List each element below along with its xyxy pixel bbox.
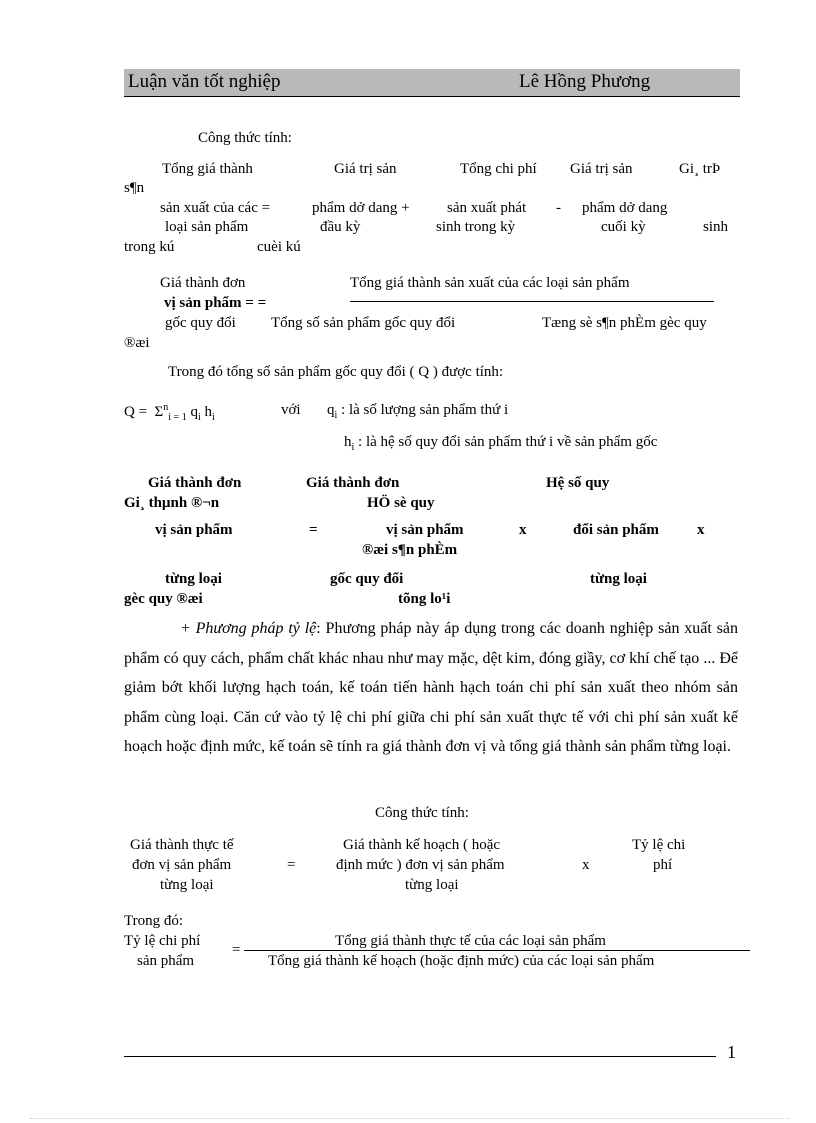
formula5-text: Giá thành thực tế [130,837,234,853]
formula5-text: từng loại [160,877,214,893]
page-bottom-border [30,1118,790,1119]
formula6-text: Tỷ lệ chi phí [124,933,201,949]
formula4-text: HÖ sè quy [367,495,435,511]
formula6-fraction-line [244,950,750,951]
formula1-text: sản xuất phát [447,200,527,216]
formula1-text: phẩm dở dang [582,200,668,216]
formula5-text: đơn vị sản phẩm [132,857,232,873]
formula2-text: vị sản phẩm = = [164,295,267,311]
formula4-text: gèc quy ®æi [124,591,203,607]
formula2-text: gốc quy đổi [165,315,236,331]
formula3-expression: $Q = \Sigma^n_{i = 1}$ $q_i$ $h_i$ [124,402,215,423]
footer-rule [124,1056,716,1057]
formula1-text: loại sản phẩm [165,219,249,235]
formula4-text: vị sản phẩm [386,522,464,538]
formula3-intro: Trong đó tổng số sản phẩm gốc quy đổi ( Q ) được tính: [168,364,504,380]
formula2-text: Tæng sè s¶n phÈm gèc quy [542,315,707,331]
formula1-text: Giá trị sản [334,161,397,177]
page-number: 1 [727,1042,736,1062]
formula4-text: x [519,522,527,538]
formula6-numerator: Tổng giá thành thực tế của các loại sản phẩm [335,933,606,949]
formula5-equals: = [287,857,296,873]
header-author: Lê Hồng Phương [519,71,651,92]
formula6-intro: Trong đó: [124,913,184,929]
formula4-text: = [309,522,318,538]
formula2-text: ®æi [124,335,150,351]
formula4-text: từng loại [165,571,222,587]
formula5-text: từng loại [405,877,459,893]
ratio-method-text: : Phương pháp này áp dụng trong các doanh nghiệp sản xuất sản phẩm có quy cách, phẩm chất khác nhau như may mặc, dệt kim, đóng giầy, cơ khí chế tạo ... Để giảm bớt khối lượng hạch toán, kế toán tiến hành hạch toán chi phí sản xuất theo nhóm sản phẩm cùng loại. Căn cứ vào tỷ lệ chi phí giữa chi phí sản xuất thực tế với chi phí sản xuất kế hoạch hoặc định mức, kế toán sẽ tính ra giá thành đơn vị và tổng giá thành sản phẩm từng loại. [124,620,738,756]
formula3-q-definition: $q_i$ : là số lượng sản phẩm thứ i [327,402,509,421]
formula1-text: đầu kỳ [320,219,361,235]
formula4-text: ®æi s¶n phÈm [362,542,458,558]
formula5-text: định mức ) đơn vị sản phẩm [336,857,505,873]
formula4-text: Gi¸ thµnh ®¬n [124,495,220,511]
formula1-text: phẩm dở dang + [312,200,410,216]
header-thesis-title: Luận văn tốt nghiệp [128,71,281,92]
formula1-text: sản xuất của các = [160,200,271,216]
formula6-denominator: Tổng giá thành kế hoạch (hoặc định mức) của các loại sản phẩm [268,953,655,969]
formula1-text: Giá trị sản [570,161,633,177]
formula1-text: sinh trong kỳ [436,219,516,235]
formula4-text: tõng lo¹i [398,591,451,607]
formula6-equals: = [232,942,241,958]
formula5-text: Giá thành kế hoạch ( hoặc [343,837,501,853]
formula1-text: cuối kỳ [601,219,646,235]
formula2-denominator: Tổng số sản phẩm gốc quy đổi [271,315,456,331]
ratio-method-paragraph [124,614,738,762]
formula2-numerator: Tổng giá thành sản xuất của các loại sản phẩm [350,275,630,291]
formula1-text: sinh [703,219,729,235]
formula2-fraction-line [350,301,714,302]
formula4-text: x [697,522,705,538]
formula1-text: Tổng chi phí [460,161,537,177]
formula5-times: x [582,857,590,873]
formula1-text: cuèi kú [257,239,301,255]
formula4-text: Giá thành đơn [148,475,242,491]
formula1-text: trong kú [124,239,175,255]
formula4-text: từng loại [590,571,647,587]
formula1-text: - [556,200,561,216]
formula1-text: s¶n [124,180,145,196]
formula4-text: vị sản phẩm [155,522,233,538]
formula5-text: Tỷ lệ chi [632,837,686,853]
formula3-h-definition: $h_i$ : là hệ số quy đổi sản phẩm thứ i về sản phẩm gốc [344,434,658,453]
formula6-text: sản phẩm [137,953,195,969]
formula4-text: đổi sản phẩm [573,522,659,538]
formula4-text: gốc quy đổi [330,571,404,587]
ratio-method-label: + Phương pháp tỷ lệ [180,620,317,637]
formula2-text: Giá thành đơn [160,275,246,291]
formula4-text: Hệ số quy [546,475,610,491]
formula5-text: phí [653,857,673,873]
header-rule [124,96,740,97]
formula1-text: Gi¸ trÞ [679,161,721,177]
formula5-title: Công thức tính: [375,805,469,821]
formula3-with: với [281,402,301,418]
formula4-text: Giá thành đơn [306,475,400,491]
formula1-title: Công thức tính: [198,130,292,146]
formula1-text: Tổng giá thành [162,161,253,177]
